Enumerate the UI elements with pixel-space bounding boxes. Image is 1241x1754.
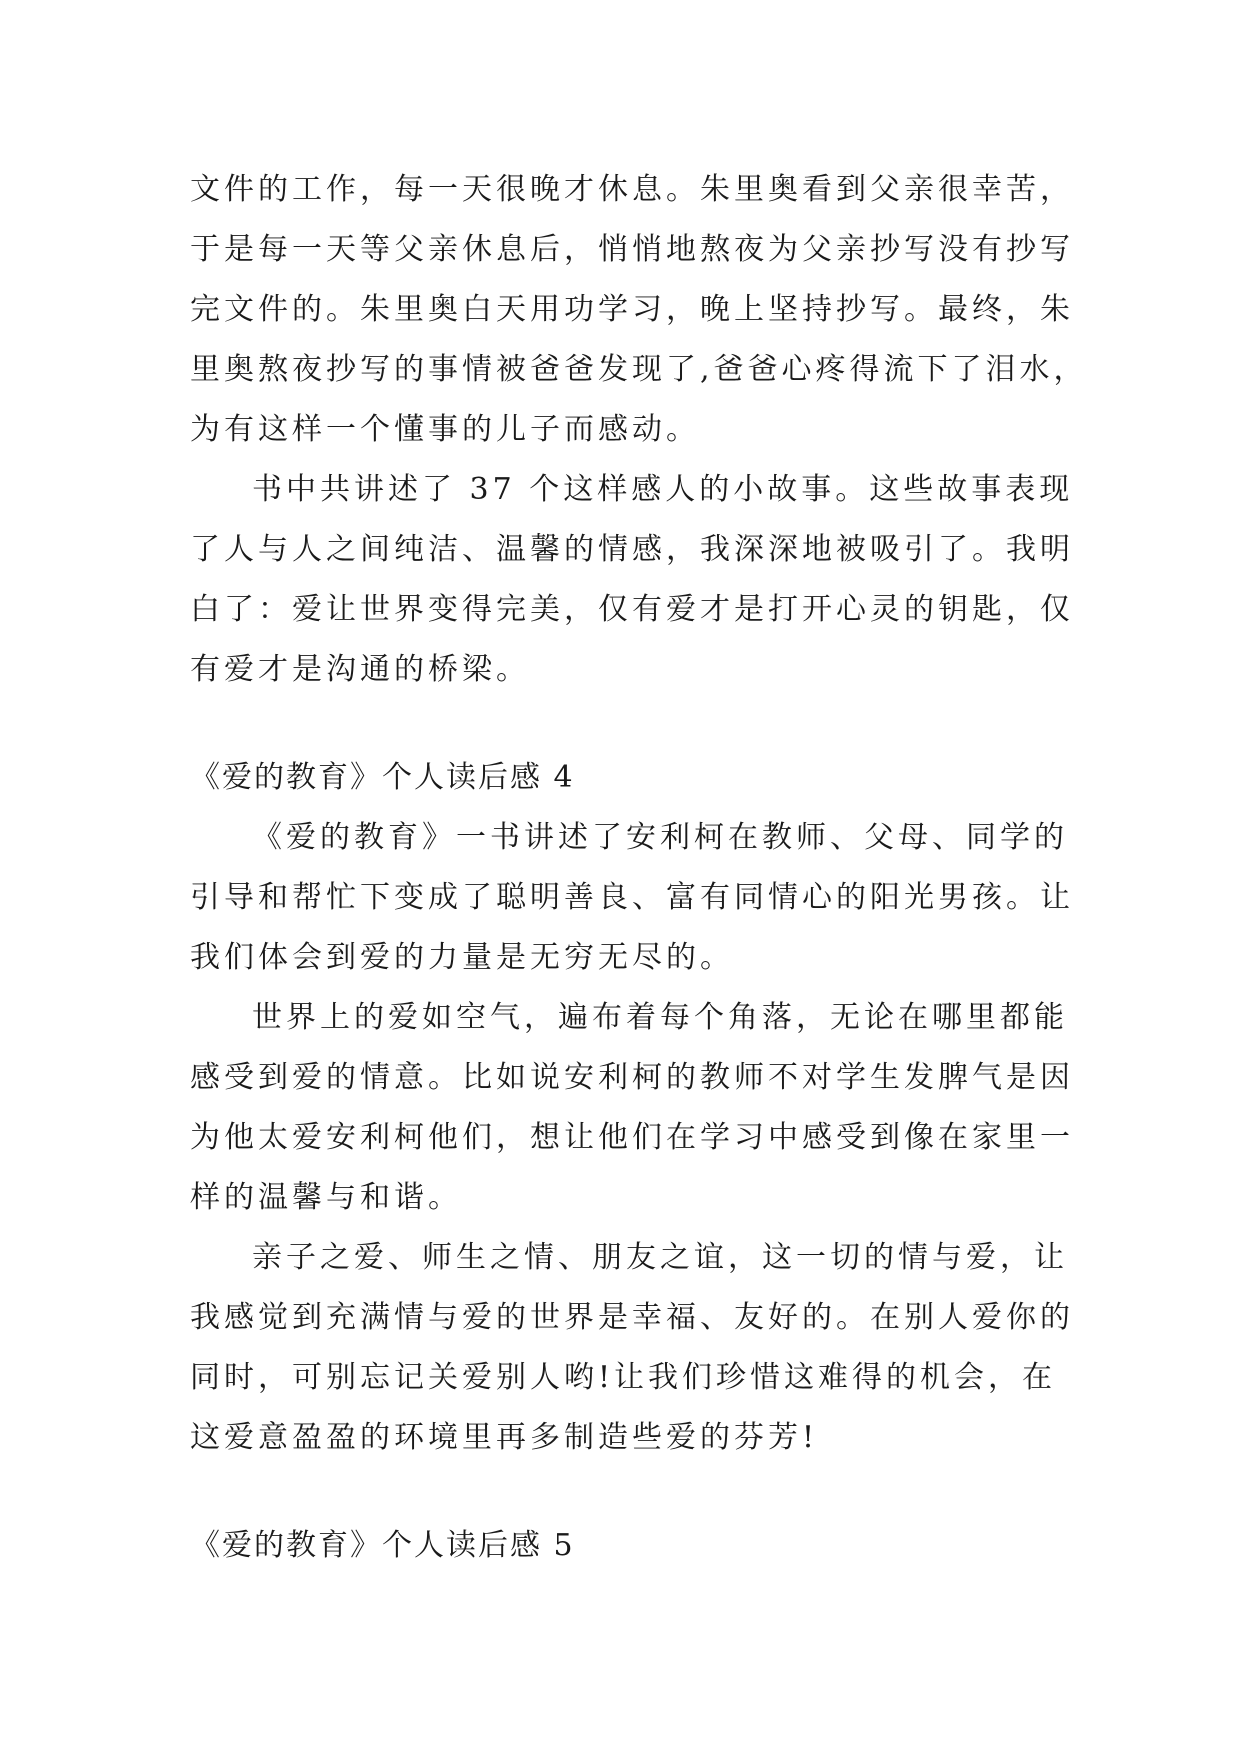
text-line: 文件的工作，每一天很晚才休息。朱里奥看到父亲很幸苦， xyxy=(190,172,1074,207)
text-line: 我们体会到爱的力量是无穷无尽的。 xyxy=(190,940,734,975)
text-line: 了人与人之间纯洁、温馨的情感，我深深地被吸引了。我明 xyxy=(190,532,1074,567)
section-gap xyxy=(190,700,1050,748)
text-line: 样的温馨与和谐。 xyxy=(190,1180,462,1215)
paragraph-2 xyxy=(190,460,1074,700)
document-body xyxy=(190,160,1088,1576)
text-line: 书中共讲述了 37 个这样感人的小故事。这些故事表现 xyxy=(252,472,1074,507)
text-line: 《爱的教育》一书讲述了安利柯在教师、父母、同学的 xyxy=(252,820,1068,855)
paragraph-4 xyxy=(190,988,1074,1228)
text-line: 里奥熬夜抄写的事情被爸爸发现了,爸爸心疼得流下了泪水， xyxy=(190,352,1088,387)
text-line: 有爱才是沟通的桥梁。 xyxy=(190,652,530,687)
text-line: 亲子之爱、师生之情、朋友之谊，这一切的情与爱，让 xyxy=(252,1240,1068,1275)
paragraph-5 xyxy=(190,1228,1074,1468)
section-heading-4: 《爱的教育》个人读后感 4 xyxy=(190,760,575,795)
text-line: 我感觉到充满情与爱的世界是幸福、友好的。在别人爱你的 xyxy=(190,1300,1074,1335)
text-line: 引导和帮忙下变成了聪明善良、富有同情心的阳光男孩。让 xyxy=(190,880,1074,915)
paragraph-3 xyxy=(190,808,1074,988)
text-line: 白了：爱让世界变得完美，仅有爱才是打开心灵的钥匙，仅 xyxy=(190,592,1074,627)
text-line: 感受到爱的情意。比如说安利柯的教师不对学生发脾气是因 xyxy=(190,1060,1074,1095)
section-gap xyxy=(190,1468,1050,1516)
text-line: 这爱意盈盈的环境里再多制造些爱的芬芳! xyxy=(190,1420,819,1455)
text-line: 同时，可别忘记关爱别人哟!让我们珍惜这难得的机会，在 xyxy=(190,1360,1057,1395)
text-line: 为有这样一个懂事的儿子而感动。 xyxy=(190,412,700,447)
paragraph-1 xyxy=(190,160,1088,460)
text-line: 世界上的爱如空气，遍布着每个角落，无论在哪里都能 xyxy=(252,1000,1068,1035)
text-line: 完文件的。朱里奥白天用功学习，晚上坚持抄写。最终，朱 xyxy=(190,292,1074,327)
text-line: 为他太爱安利柯他们，想让他们在学习中感受到像在家里一 xyxy=(190,1120,1074,1155)
text-line: 于是每一天等父亲休息后，悄悄地熬夜为父亲抄写没有抄写 xyxy=(190,232,1074,267)
section-heading-5: 《爱的教育》个人读后感 5 xyxy=(190,1528,575,1563)
